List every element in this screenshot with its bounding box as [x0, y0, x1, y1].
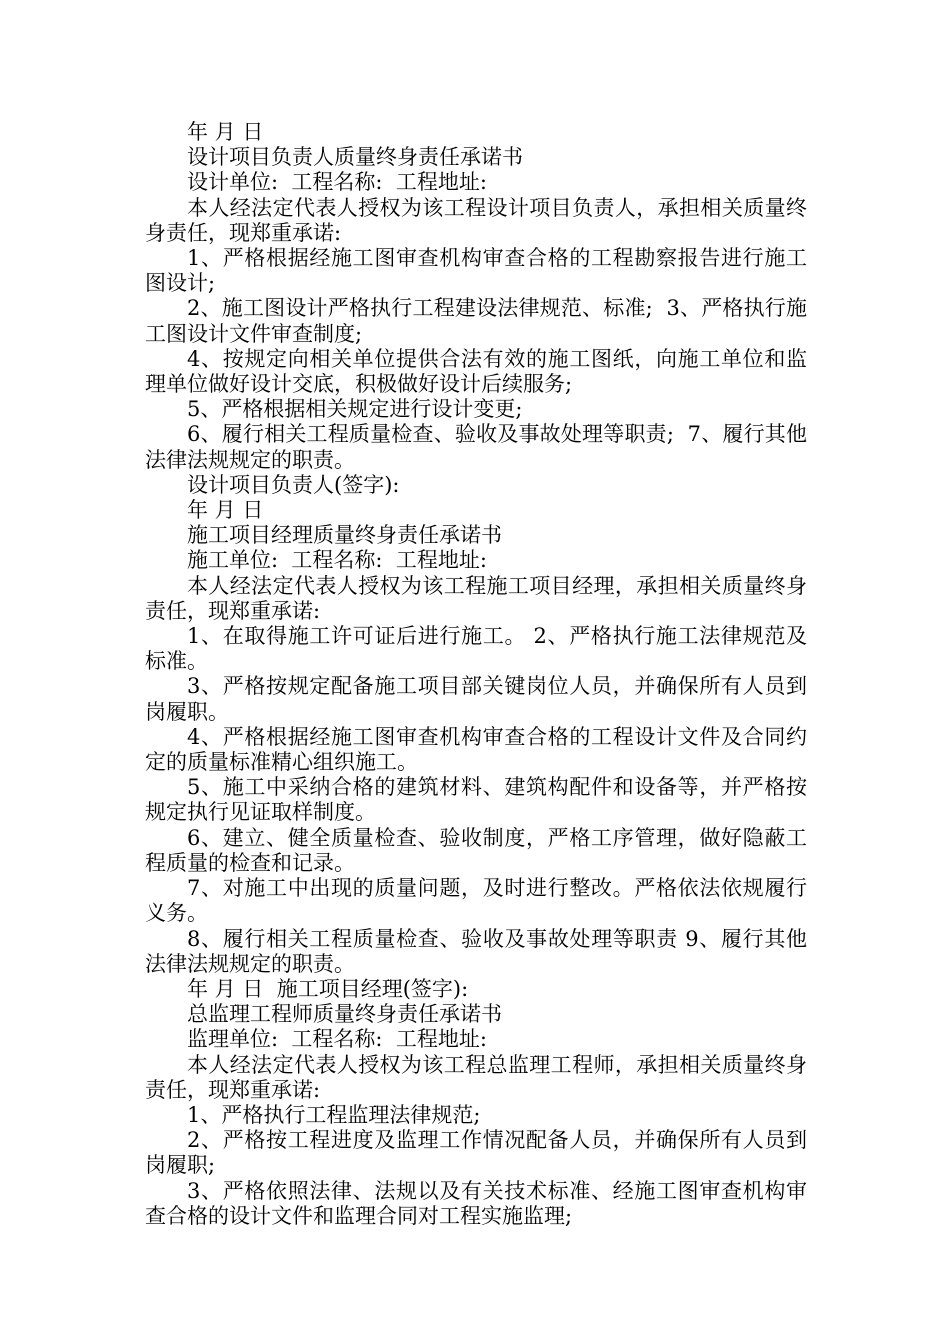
paragraph: 1、严格根据经施工图审查机构审查合格的工程勘察报告进行施工图设计; — [145, 246, 807, 296]
paragraph: 3、严格依照法律、法规以及有关技术标准、经施工图审查机构审查合格的设计文件和监理合同对工程实施监理; — [145, 1178, 807, 1228]
document-page — [145, 120, 807, 1229]
paragraph: 6、履行相关工程质量检查、验收及事故处理等职责; 7、履行其他法律法规规定的职责。 — [145, 422, 807, 472]
paragraph: 本人经法定代表人授权为该工程设计项目负责人，承担相关质量终身责任，现郑重承诺: — [145, 195, 807, 245]
paragraph: 1、在取得施工许可证后进行施工。 2、严格执行施工法律规范及标准。 — [145, 624, 807, 674]
paragraph: 8、履行相关工程质量检查、验收及事故处理等职责 9、履行其他法律法规规定的职责。 — [145, 926, 807, 976]
section-title: 施工项目经理质量终身责任承诺书 — [187, 523, 502, 548]
paragraph: 1、严格执行工程监理法律规范; — [187, 1102, 481, 1127]
date-line: 年 月 日 — [187, 120, 264, 144]
info-line: 监理单位: 工程名称: 工程地址: — [187, 1027, 487, 1052]
paragraph: 5、严格根据相关规定进行设计变更; — [187, 397, 523, 422]
paragraph: 本人经法定代表人授权为该工程施工项目经理，承担相关质量终身责任，现郑重承诺: — [145, 573, 807, 623]
date-line: 年 月 日 — [187, 498, 264, 523]
signature-line: 年 月 日 施工项目经理(签字): — [187, 976, 469, 1001]
info-line: 施工单位: 工程名称: 工程地址: — [187, 548, 487, 573]
signature-line: 设计项目负责人(签字): — [187, 472, 400, 497]
info-line: 设计单位: 工程名称: 工程地址: — [187, 170, 487, 195]
section-title: 总监理工程师质量终身责任承诺书 — [187, 1002, 502, 1027]
paragraph: 4、按规定向相关单位提供合法有效的施工图纸，向施工单位和监理单位做好设计交底，积极做好设计后续服务; — [145, 346, 807, 397]
paragraph: 4、严格根据经施工图审查机构审查合格的工程设计文件及合同约定的质量标准精心组织施工。 — [145, 724, 807, 775]
paragraph: 3、严格按规定配备施工项目部关键岗位人员，并确保所有人员到岗履职。 — [145, 674, 807, 724]
section-title: 设计项目负责人质量终身责任承诺书 — [187, 145, 523, 170]
paragraph: 本人经法定代表人授权为该工程总监理工程师，承担相关质量终身责任，现郑重承诺: — [145, 1052, 807, 1102]
paragraph: 2、施工图设计严格执行工程建设法律规范、标准; 3、严格执行施工图设计文件审查制度; — [145, 296, 807, 346]
paragraph: 6、建立、健全质量检查、验收制度，严格工序管理，做好隐蔽工程质量的检查和记录。 — [145, 825, 807, 875]
paragraph: 5、施工中采纳合格的建筑材料、建筑构配件和设备等，并严格按规定执行见证取样制度。 — [145, 775, 807, 825]
paragraph: 7、对施工中出现的质量问题，及时进行整改。严格依法依规履行义务。 — [145, 876, 807, 926]
paragraph: 2、严格按工程进度及监理工作情况配备人员，并确保所有人员到岗履职; — [145, 1128, 807, 1178]
